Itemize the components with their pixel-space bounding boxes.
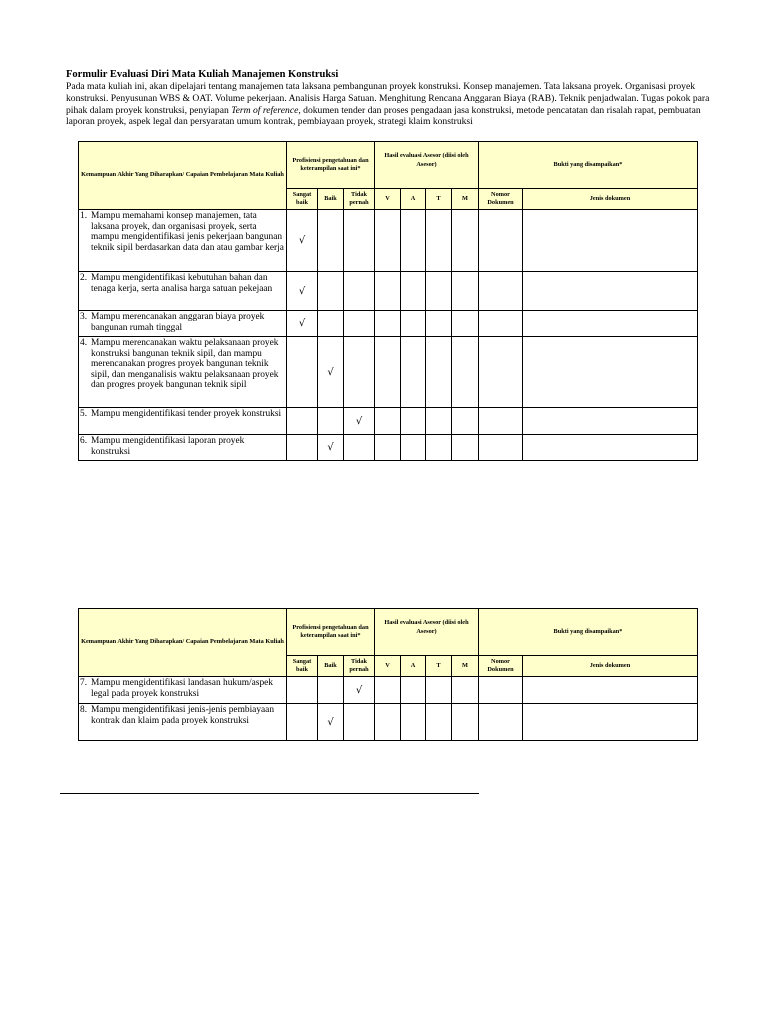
asesor-v-cell[interactable] — [375, 677, 401, 704]
asesor-m-cell[interactable] — [452, 311, 479, 337]
header-jenis-dokumen: Jenis dokumen — [523, 189, 698, 210]
row-competency-text: Mampu mengidentifikasi landasan hukum/aspek legal pada proyek konstruksi — [91, 678, 273, 699]
asesor-a-cell[interactable] — [401, 677, 426, 704]
check-sangat-baik[interactable] — [287, 435, 318, 461]
check-sangat-baik[interactable] — [287, 408, 318, 435]
asesor-t-cell[interactable] — [426, 677, 452, 704]
intro-text-part1: Pada mata kuliah ini, akan dipelajari tentang manajemen tata laksana pembangunan proyek konstruksi. Konsep manajemen. Tata laksana proyek. Organisasi proyek konstruksi. Penyusunan WBS & OAT. Volume pekerjaan. Analisis Harga Satuan. Menghitung Rencana Anggaran Biaya (RAB). Teknik penjadwalan. Tugas pokok para pihak dalam proyek konstruksi, penyiapan — [66, 81, 710, 116]
header-m: M — [452, 189, 479, 210]
table-row — [79, 272, 698, 311]
check-tidak-pernah[interactable] — [344, 272, 375, 311]
asesor-a-cell[interactable] — [401, 311, 426, 337]
check-sangat-baik[interactable]: √ — [287, 272, 318, 311]
check-sangat-baik[interactable]: √ — [287, 311, 318, 337]
header-tidak-pernah: Tidak pernah — [344, 189, 375, 210]
header-bukti: Bukti yang disampaikan* — [479, 609, 698, 656]
asesor-m-cell[interactable] — [452, 272, 479, 311]
document-title: Formulir Evaluasi Diri Mata Kuliah Manajemen Konstruksi — [66, 69, 339, 80]
table-row — [79, 210, 698, 272]
jenis-dokumen-cell[interactable] — [523, 435, 698, 461]
jenis-dokumen-cell[interactable] — [523, 210, 698, 272]
asesor-t-cell[interactable] — [426, 272, 452, 311]
check-baik[interactable] — [318, 677, 344, 704]
asesor-v-cell[interactable] — [375, 435, 401, 461]
nomor-dokumen-cell[interactable] — [479, 408, 523, 435]
row-competency-text: Mampu merencanakan waktu pelaksanaan proyek konstruksi bangunan teknik sipil, dan mampu merencanakan progres proyek bangunan teknik sipil, dan menganalisis waktu pelaksanaan proyek dan progres proyek bangunan teknik sipil — [91, 338, 279, 391]
asesor-t-cell[interactable] — [426, 704, 452, 741]
asesor-a-cell[interactable] — [401, 408, 426, 435]
asesor-t-cell[interactable] — [426, 311, 452, 337]
header-t: T — [426, 189, 452, 210]
evaluation-table-1 — [78, 141, 698, 461]
asesor-t-cell[interactable] — [426, 210, 452, 272]
row-competency-text: Mampu mengidentifikasi laporan proyek konstruksi — [91, 436, 245, 457]
intro-paragraph — [66, 81, 716, 128]
jenis-dokumen-cell[interactable] — [523, 677, 698, 704]
asesor-a-cell[interactable] — [401, 704, 426, 741]
asesor-m-cell[interactable] — [452, 408, 479, 435]
check-baik[interactable] — [318, 408, 344, 435]
nomor-dokumen-cell[interactable] — [479, 704, 523, 741]
intro-text-italic: Term of reference — [231, 104, 299, 116]
nomor-dokumen-cell[interactable] — [479, 272, 523, 311]
asesor-m-cell[interactable] — [452, 435, 479, 461]
row-number: 2. — [80, 273, 88, 283]
check-baik[interactable] — [318, 210, 344, 272]
nomor-dokumen-cell[interactable] — [479, 337, 523, 408]
row-competency-text: Mampu memahami konsep manajemen, tata laksana proyek, dan organisasi proyek, serta mampu mengidentifikasi jenis pekerjaan bangunan teknik sipil berdasarkan data dan atau gambar kerja — [91, 211, 284, 253]
check-baik[interactable] — [318, 311, 344, 337]
check-baik[interactable]: √ — [318, 435, 344, 461]
header-sangat-baik: Sangat baik — [287, 189, 318, 210]
header-bukti: Bukti yang disampaikan* — [479, 142, 698, 189]
check-tidak-pernah[interactable] — [344, 704, 375, 741]
header-baik: Baik — [318, 656, 344, 677]
row-competency-text: Mampu mengidentifikasi tender proyek konstruksi — [91, 409, 282, 419]
table-row — [79, 311, 698, 337]
table-row — [79, 435, 698, 461]
table-row — [79, 704, 698, 741]
header-v: V — [375, 189, 401, 210]
intro-text-part2: , dokumen tender dan proses pengadaan jasa konstruksi, metode pencatatan dan risalah rapat, pembuatan laporan proyek, aspek legal dan persyaratan umum kontrak, pembiayaan proyek, strategi klaim konstruksi — [66, 104, 701, 128]
nomor-dokumen-cell[interactable] — [479, 311, 523, 337]
header-v: V — [375, 656, 401, 677]
evaluation-table-2 — [78, 608, 698, 741]
header-jenis-dokumen: Jenis dokumen — [523, 656, 698, 677]
jenis-dokumen-cell[interactable] — [523, 408, 698, 435]
header-t: T — [426, 656, 452, 677]
header-profisiensi: Profisiensi pengetahuan dan keterampilan saat ini* — [287, 142, 375, 189]
asesor-v-cell[interactable] — [375, 337, 401, 408]
check-tidak-pernah[interactable] — [344, 337, 375, 408]
check-baik[interactable]: √ — [318, 704, 344, 741]
asesor-m-cell[interactable] — [452, 677, 479, 704]
check-baik[interactable] — [318, 272, 344, 311]
row-competency-text: Mampu mengidentifikasi jenis-jenis pembiayaan kontrak dan klaim pada proyek konstruksi — [91, 705, 275, 726]
check-baik[interactable]: √ — [318, 337, 344, 408]
header-kemampuan: Kemampuan Akhir Yang Diharapkan/ Capaian Pembelajaran Mata Kuliah — [79, 142, 287, 210]
row-competency-text: Mampu merencanakan anggaran biaya proyek bangunan rumah tinggal — [91, 312, 265, 333]
jenis-dokumen-cell[interactable] — [523, 311, 698, 337]
header-a: A — [401, 189, 426, 210]
check-sangat-baik[interactable] — [287, 704, 318, 741]
row-number: 5. — [80, 409, 88, 419]
jenis-dokumen-cell[interactable] — [523, 704, 698, 741]
header-sangat-baik: Sangat baik — [287, 656, 318, 677]
jenis-dokumen-cell[interactable] — [523, 337, 698, 408]
header-kemampuan: Kemampuan Akhir Yang Diharapkan/ Capaian Pembelajaran Mata Kuliah — [79, 609, 287, 677]
row-number: 4. — [80, 338, 88, 348]
header-hasil-evaluasi: Hasil evaluasi Asesor (diisi oleh Asesor) — [375, 142, 479, 189]
asesor-t-cell[interactable] — [426, 337, 452, 408]
header-profisiensi: Profisiensi pengetahuan dan keterampilan saat ini* — [287, 609, 375, 656]
row-number: 1. — [80, 211, 88, 221]
header-m: M — [452, 656, 479, 677]
asesor-a-cell[interactable] — [401, 210, 426, 272]
row-competency-text: Mampu mengidentifikasi kebutuhan bahan dan tenaga kerja, serta analisa harga satuan pekejaan — [91, 273, 273, 294]
check-sangat-baik[interactable]: √ — [287, 210, 318, 272]
asesor-t-cell[interactable] — [426, 435, 452, 461]
asesor-v-cell[interactable] — [375, 311, 401, 337]
asesor-v-cell[interactable] — [375, 272, 401, 311]
footnote-separator-line — [60, 793, 479, 794]
asesor-m-cell[interactable] — [452, 210, 479, 272]
nomor-dokumen-cell[interactable] — [479, 210, 523, 272]
check-tidak-pernah[interactable] — [344, 210, 375, 272]
check-tidak-pernah[interactable] — [344, 435, 375, 461]
row-number: 7. — [80, 678, 88, 688]
check-tidak-pernah[interactable] — [344, 311, 375, 337]
asesor-a-cell[interactable] — [401, 272, 426, 311]
header-baik: Baik — [318, 189, 344, 210]
nomor-dokumen-cell[interactable] — [479, 677, 523, 704]
row-number: 8. — [80, 705, 88, 715]
asesor-v-cell[interactable] — [375, 210, 401, 272]
check-tidak-pernah[interactable]: √ — [344, 408, 375, 435]
table-row — [79, 677, 698, 704]
jenis-dokumen-cell[interactable] — [523, 272, 698, 311]
header-a: A — [401, 656, 426, 677]
asesor-v-cell[interactable] — [375, 408, 401, 435]
table-row — [79, 408, 698, 435]
check-sangat-baik[interactable] — [287, 677, 318, 704]
asesor-a-cell[interactable] — [401, 435, 426, 461]
nomor-dokumen-cell[interactable] — [479, 435, 523, 461]
asesor-a-cell[interactable] — [401, 337, 426, 408]
check-sangat-baik[interactable] — [287, 337, 318, 408]
header-nomor-dokumen: Nomor Dokumen — [479, 189, 523, 210]
table-row — [79, 337, 698, 408]
check-tidak-pernah[interactable]: √ — [344, 677, 375, 704]
asesor-m-cell[interactable] — [452, 337, 479, 408]
row-number: 3. — [80, 312, 88, 322]
header-nomor-dokumen: Nomor Dokumen — [479, 656, 523, 677]
asesor-v-cell[interactable] — [375, 704, 401, 741]
header-tidak-pernah: Tidak pernah — [344, 656, 375, 677]
asesor-m-cell[interactable] — [452, 704, 479, 741]
header-hasil-evaluasi: Hasil evaluasi Asesor (diisi oleh Asesor) — [375, 609, 479, 656]
row-number: 6. — [80, 436, 88, 446]
asesor-t-cell[interactable] — [426, 408, 452, 435]
